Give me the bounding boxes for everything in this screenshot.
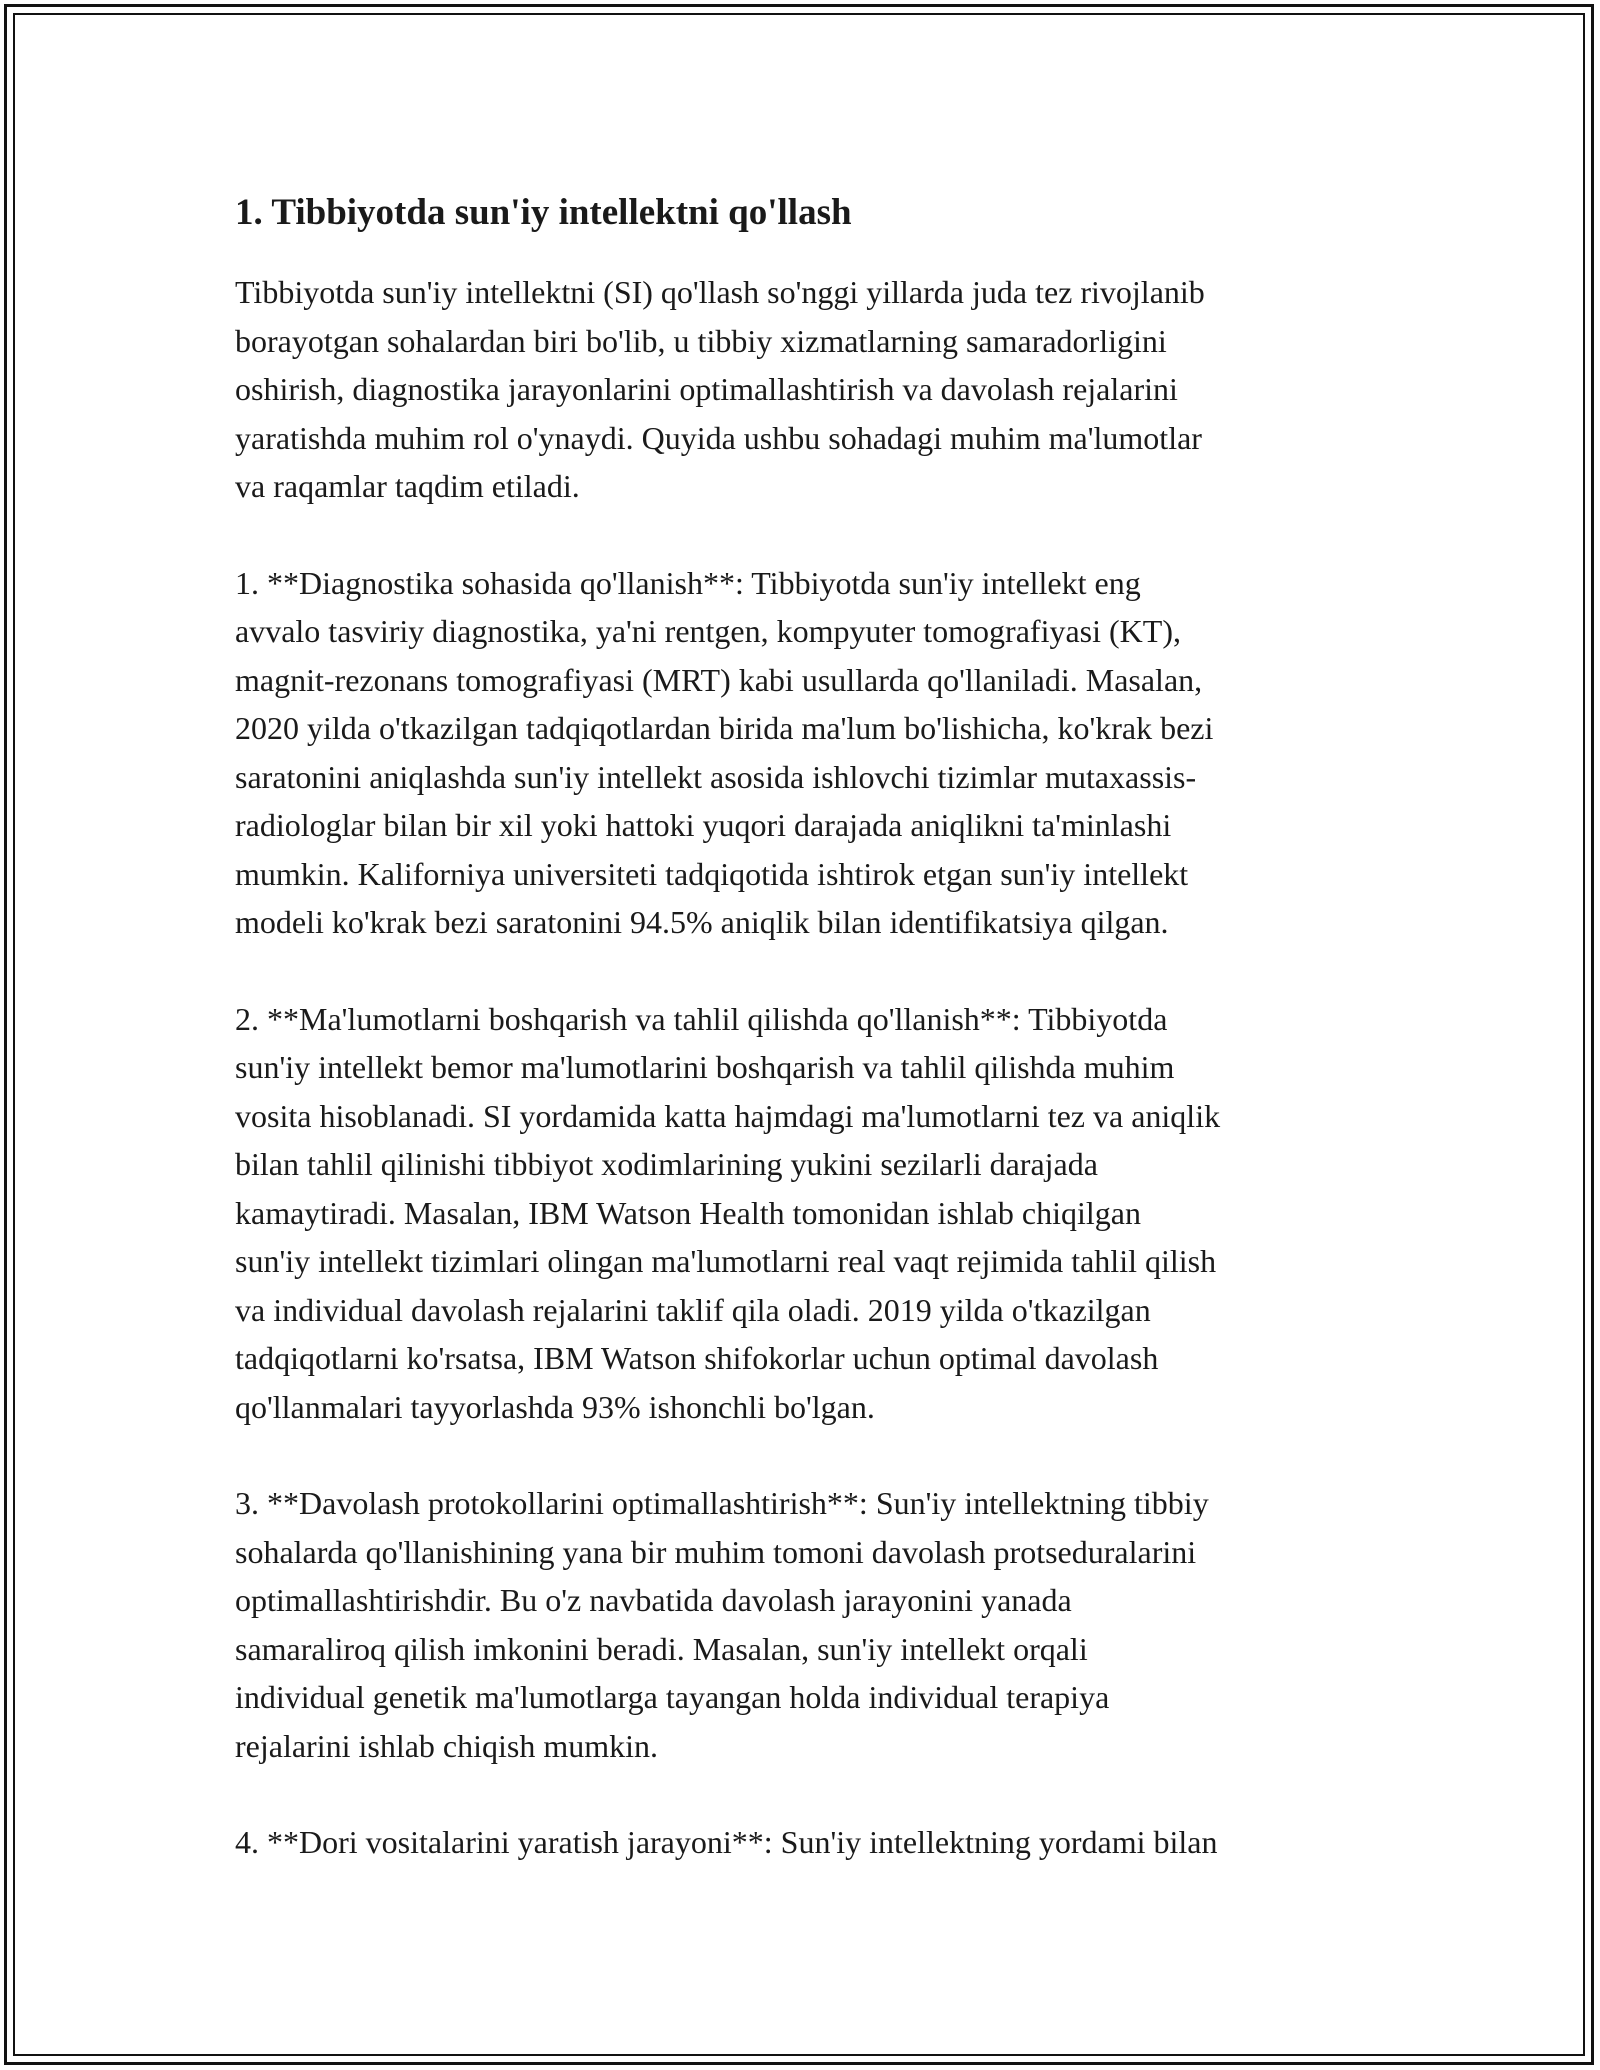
text-line: 3. **Davolash protokollarini optimallashtirish**: Sun'iy intellektning tibbiy (235, 1485, 1209, 1521)
text-line: borayotgan sohalardan biri bo'lib, u tibbiy xizmatlarning samaradorligini (235, 322, 1167, 359)
text-line: 1. **Diagnostika sohasida qo'llanish**: Tibbiyotda sun'iy intellekt eng (235, 564, 1141, 601)
text-line: avvalo tasviriy diagnostika, ya'ni rentgen, kompyuter tomografiyasi (KT), (235, 613, 1181, 649)
text-line: yaratishda muhim rol o'ynaydi. Quyida ushbu sohadagi muhim ma'lumotlar (235, 419, 1202, 456)
text-line: 2020 yilda o'tkazilgan tadqiqotlardan birida ma'lum bo'lishicha, ko'krak bezi (235, 710, 1214, 746)
text-line: optimallashtirishdir. Bu o'z navbatida davolash jarayonini yanada (235, 1582, 1072, 1618)
text-line: 2. **Ma'lumotlarni boshqarish va tahlil qilishda qo'llanish**: Tibbiyotda (235, 1000, 1168, 1037)
text-line: individual genetik ma'lumotlarga tayangan holda individual terapiya (235, 1679, 1110, 1715)
text-line: va individual davolash rejalarini taklif qila oladi. 2019 yilda o'tkazilgan (235, 1291, 1151, 1328)
text-line: radiologlar bilan bir xil yoki hattoki yuqori darajada aniqlikni ta'minlashi (235, 807, 1172, 843)
section-paragraph-data-management (235, 995, 1375, 1432)
text-line: sun'iy intellekt bemor ma'lumotlarini boshqarish va tahlil qilishda muhim (235, 1049, 1175, 1085)
document-body (235, 186, 1375, 1915)
text-line: bilan tahlil qilinishi tibbiyot xodimlarining yukini sezilarli darajada (235, 1146, 1098, 1182)
section-paragraph-diagnostics (235, 559, 1375, 947)
text-line: modeli ko'krak bezi saratonini 94.5% aniqlik bilan identifikatsiya qilgan. (235, 904, 1169, 940)
text-line: rejalarini ishlab chiqish mumkin. (235, 1727, 659, 1764)
section-paragraph-treatment-protocols (235, 1479, 1375, 1770)
text-line: qo'llanmalari tayyorlashda 93% ishonchli bo'lgan. (235, 1388, 875, 1425)
text-line: oshirish, diagnostika jarayonlarini optimallashtirish va davolash rejalarini (235, 371, 1178, 407)
text-line: saratonini aniqlashda sun'iy intellekt asosida ishlovchi tizimlar mutaxassis- (235, 758, 1197, 795)
section-paragraph-drug-development (235, 1818, 1375, 1867)
text-line: sohalarda qo'llanishining yana bir muhim tomoni davolash protseduralarini (235, 1533, 1197, 1570)
text-line: magnit-rezonans tomografiyasi (MRT) kabi usullarda qo'llaniladi. Masalan, (235, 661, 1203, 698)
text-line: samaraliroq qilish imkonini beradi. Masalan, sun'iy intellekt orqali (235, 1630, 1088, 1667)
text-line: vosita hisoblanadi. SI yordamida katta hajmdagi ma'lumotlarni tez va aniqlik (235, 1097, 1221, 1134)
intro-paragraph (235, 268, 1375, 511)
text-line: tadqiqotlarni ko'rsatsa, IBM Watson shifokorlar uchun optimal davolash (235, 1340, 1159, 1376)
document-title: 1. Tibbiyotda sun'iy intellektni qo'llash (235, 192, 852, 233)
text-line: mumkin. Kaliforniya universiteti tadqiqotida ishtirok etgan sun'iy intellekt (235, 855, 1189, 892)
text-line: va raqamlar taqdim etiladi. (235, 468, 580, 504)
text-line: kamaytiradi. Masalan, IBM Watson Health tomonidan ishlab chiqilgan (235, 1194, 1141, 1231)
text-line: Tibbiyotda sun'iy intellektni (SI) qo'llash so'nggi yillarda juda tez rivojlanib (235, 274, 1205, 310)
text-line: sun'iy intellekt tizimlari olingan ma'lumotlarni real vaqt rejimida tahlil qilish (235, 1243, 1217, 1279)
text-line: 4. **Dori vositalarini yaratish jarayoni**: Sun'iy intellektning yordami bilan (235, 1824, 1218, 1860)
